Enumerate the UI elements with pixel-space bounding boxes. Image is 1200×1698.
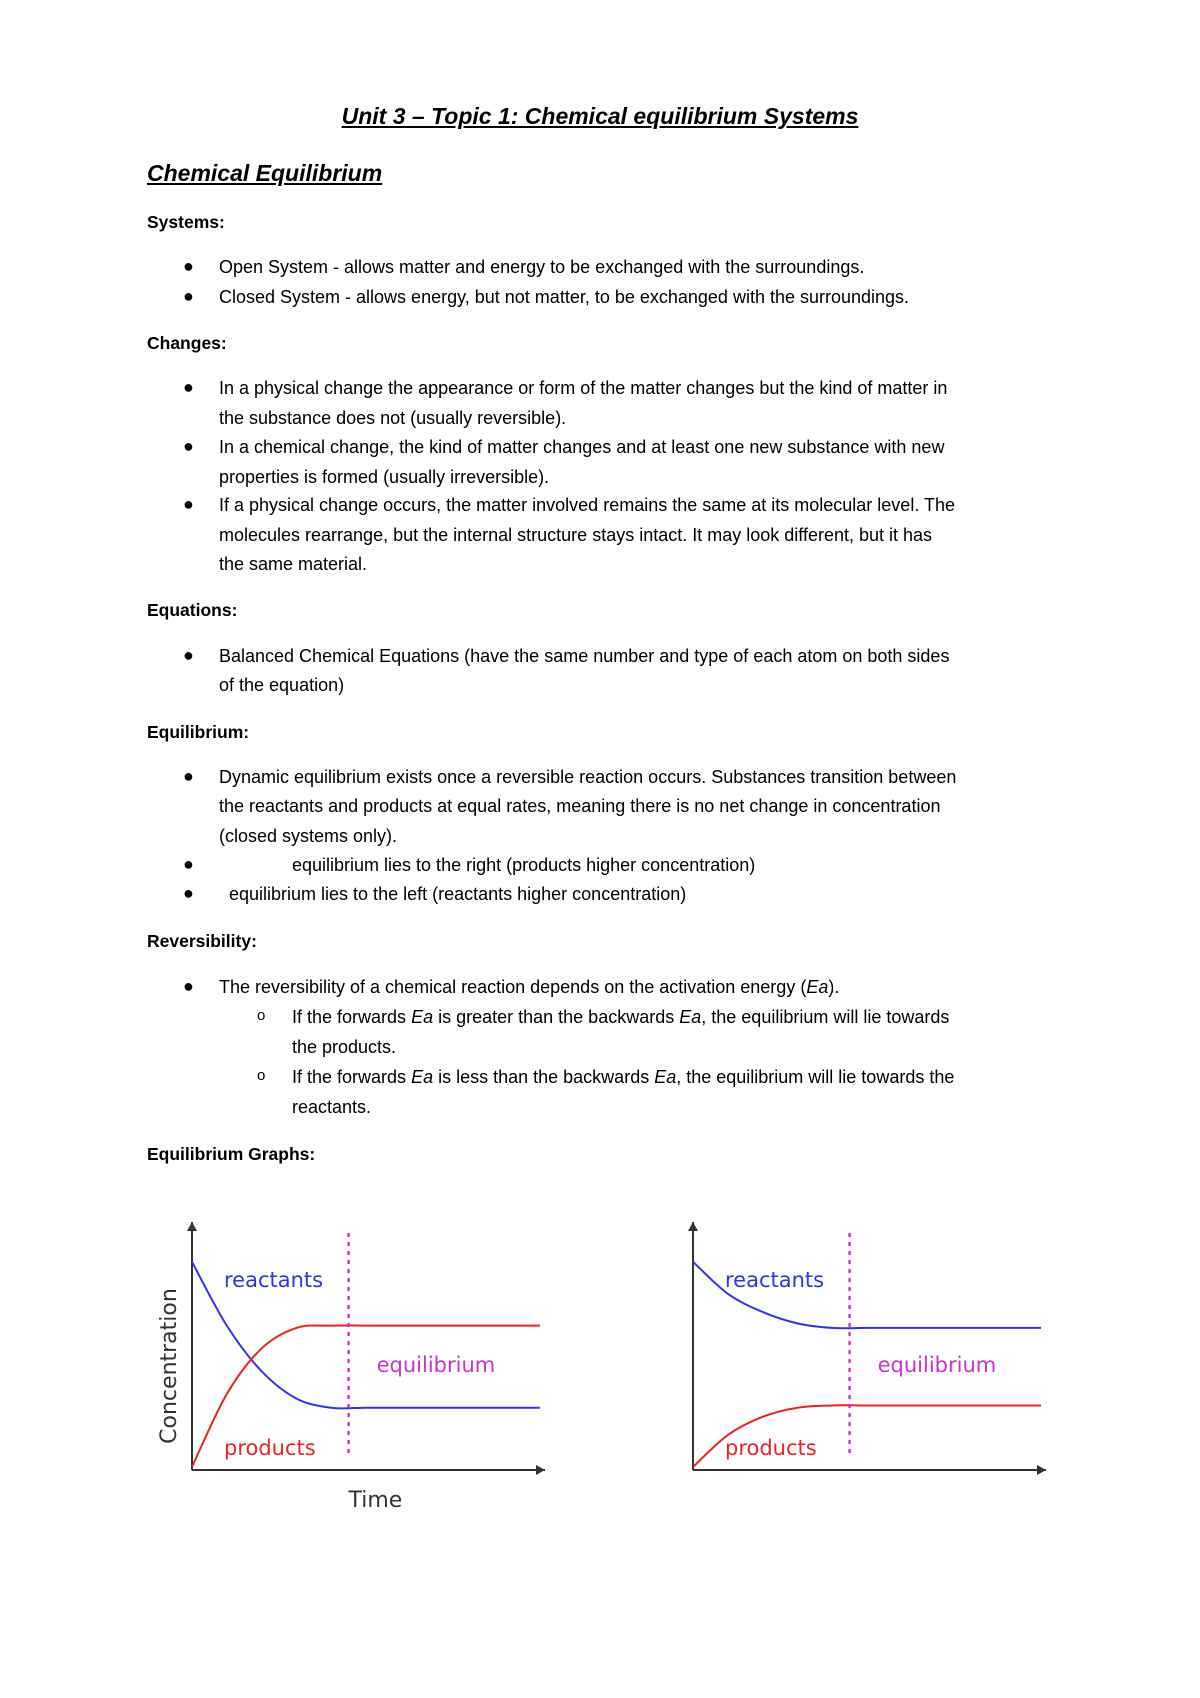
sub-list-item-line: If the forwards Ea is greater than the backwards Ea, the equilibrium will lie towards xyxy=(292,1007,950,1027)
equilibrium-label: equilibrium xyxy=(877,1353,997,1377)
list-item-line: Balanced Chemical Equations (have the same number and type of each atom on both sides xyxy=(219,646,950,666)
products-label: products xyxy=(224,1436,316,1460)
bullet-icon: ● xyxy=(183,766,194,786)
systems-heading: Systems: xyxy=(147,212,225,232)
reactants-label: reactants xyxy=(725,1268,825,1292)
changes-heading: Changes: xyxy=(147,333,227,353)
bullet-icon: ● xyxy=(183,377,194,397)
list-item: Closed System - allows energy, but not matter, to be exchanged with the surroundings. xyxy=(219,287,910,307)
y-axis-arrow-icon xyxy=(187,1222,197,1231)
equilibrium-label: equilibrium xyxy=(376,1353,496,1377)
x-axis-label: Time xyxy=(348,1488,403,1513)
list-item: equilibrium lies to the right (products higher concentration) xyxy=(292,855,756,875)
equilibrium-heading: Equilibrium: xyxy=(147,722,250,742)
list-item-line: the substance does not (usually reversible). xyxy=(219,408,567,428)
bullet-icon: ● xyxy=(183,854,194,874)
sub-list-item-line: If the forwards Ea is less than the backwards Ea, the equilibrium will lie towards the xyxy=(292,1067,955,1087)
bullet-icon: ● xyxy=(183,976,194,996)
products-label: products xyxy=(725,1436,817,1460)
bullet-icon: ● xyxy=(183,286,194,306)
x-axis-arrow-icon xyxy=(536,1465,545,1475)
graphs-heading: Equilibrium Graphs: xyxy=(147,1144,316,1164)
list-item: equilibrium lies to the left (reactants higher concentration) xyxy=(229,884,687,904)
sub-list-item-line: the products. xyxy=(292,1037,397,1057)
bullet-icon: ● xyxy=(183,256,194,276)
y-axis-label: Concentration xyxy=(157,1288,182,1444)
list-item-line: Dynamic equilibrium exists once a reversible reaction occurs. Substances transition between xyxy=(219,767,957,787)
list-item-line: of the equation) xyxy=(219,675,345,695)
reactants-label: reactants xyxy=(224,1268,324,1292)
sub-bullet-icon: o xyxy=(257,1067,266,1084)
reversibility-heading: Reversibility: xyxy=(147,931,257,951)
bullet-icon: ● xyxy=(183,645,194,665)
section-title: Chemical Equilibrium xyxy=(147,160,383,186)
list-item: Open System - allows matter and energy to be exchanged with the surroundings. xyxy=(219,257,865,277)
list-item-line: In a chemical change, the kind of matter changes and at least one new substance with new xyxy=(219,437,945,457)
list-item: The reversibility of a chemical reaction depends on the activation energy (Ea). xyxy=(219,977,840,997)
bullet-icon: ● xyxy=(183,436,194,456)
page-title: Unit 3 – Topic 1: Chemical equilibrium Systems xyxy=(341,103,859,129)
x-axis-arrow-icon xyxy=(1037,1465,1046,1475)
list-item-line: properties is formed (usually irreversible). xyxy=(219,467,550,487)
equations-heading: Equations: xyxy=(147,600,238,620)
sub-list-item-line: reactants. xyxy=(292,1097,372,1117)
list-item-line: the same material. xyxy=(219,554,368,574)
bullet-icon: ● xyxy=(183,494,194,514)
list-item-line: (closed systems only). xyxy=(219,826,398,846)
list-item-line: If a physical change occurs, the matter involved remains the same at its molecular level. The xyxy=(219,495,956,515)
y-axis-arrow-icon xyxy=(688,1222,698,1231)
sub-bullet-icon: o xyxy=(257,1007,266,1024)
list-item-line: In a physical change the appearance or form of the matter changes but the kind of matter in xyxy=(219,378,948,398)
list-item-line: the reactants and products at equal rates, meaning there is no net change in concentration xyxy=(219,796,941,816)
list-item-line: molecules rearrange, but the internal structure stays intact. It may look different, but it has xyxy=(219,525,933,545)
bullet-icon: ● xyxy=(183,883,194,903)
